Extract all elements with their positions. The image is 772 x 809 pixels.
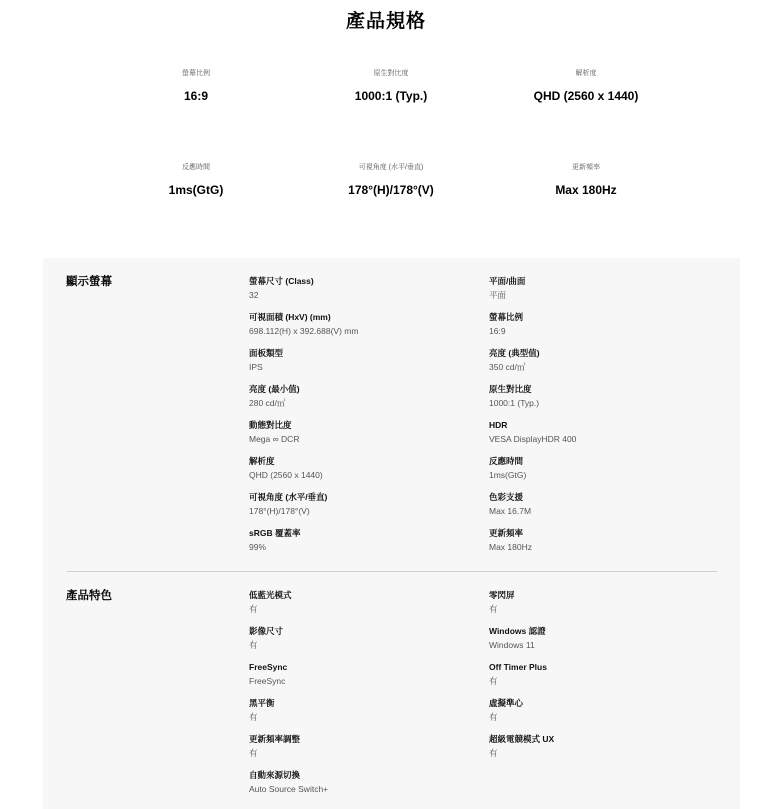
spec-value: 1ms(GtG) — [489, 470, 527, 480]
spec-label: 平面/曲面 — [489, 276, 526, 286]
spec-item — [489, 383, 689, 409]
spec-item — [249, 733, 449, 759]
spec-label: 黑平衡 — [249, 698, 275, 708]
spec-item — [249, 491, 449, 517]
spec-value: 32 — [249, 290, 259, 300]
spec-value: 有 — [249, 748, 258, 758]
spec-value: 有 — [489, 676, 498, 686]
spec-value: 280 cd/㎡ — [249, 398, 286, 408]
spec-label: 反應時間 — [489, 456, 524, 466]
spec-label: 亮度 (最小值) — [249, 384, 300, 394]
spec-value: 平面 — [489, 290, 507, 300]
spec-item — [249, 275, 449, 301]
highlight-value: 178°(H)/178°(V) — [348, 183, 434, 197]
highlight-label: 更新頻率 — [572, 164, 600, 171]
spec-label: 動態對比度 — [249, 420, 292, 430]
spec-item — [489, 491, 689, 517]
spec-label: 超級電競模式 UX — [489, 734, 555, 744]
spec-item — [249, 527, 449, 553]
spec-label: 更新頻率 — [489, 528, 524, 538]
spec-label: 影像尺寸 — [249, 626, 284, 636]
section-title-features: 產品特色 — [66, 590, 112, 602]
spec-value: Max 180Hz — [489, 542, 532, 552]
spec-item — [489, 275, 689, 301]
spec-value: Auto Source Switch+ — [249, 784, 329, 794]
spec-value: 有 — [489, 604, 498, 614]
highlight-value: 1ms(GtG) — [168, 183, 224, 197]
spec-value: 有 — [249, 604, 258, 614]
spec-item — [489, 455, 689, 481]
spec-item — [489, 311, 689, 337]
spec-value: FreeSync — [249, 676, 286, 686]
spec-item — [489, 347, 689, 373]
highlight-label: 反應時間 — [182, 164, 210, 171]
highlight-label: 原生對比度 — [373, 70, 409, 77]
spec-value: Windows 11 — [489, 640, 535, 650]
spec-item — [489, 697, 689, 723]
highlight-label: 解析度 — [575, 70, 597, 77]
spec-label: 亮度 (典型值) — [489, 348, 540, 358]
spec-value: IPS — [249, 362, 263, 372]
spec-value: 698.112(H) x 392.688(V) mm — [249, 326, 359, 336]
section-divider — [67, 571, 717, 572]
spec-label: 可視面積 (HxV) (mm) — [249, 312, 331, 322]
spec-item — [489, 625, 689, 651]
highlight-value: 1000:1 (Typ.) — [354, 89, 428, 103]
spec-label: Windows 認證 — [489, 626, 546, 636]
spec-label: Off Timer Plus — [489, 662, 547, 672]
spec-label: sRGB 覆蓋率 — [249, 528, 301, 538]
spec-value: 有 — [489, 712, 498, 722]
spec-item — [489, 419, 689, 445]
spec-label: 虛擬準心 — [489, 698, 524, 708]
spec-value: 16:9 — [489, 326, 506, 336]
spec-value: Mega ∞ DCR — [249, 434, 300, 444]
highlight-label: 可視角度 (水平/垂直) — [358, 164, 424, 171]
spec-item — [249, 311, 449, 337]
spec-value: Max 16.7M — [489, 506, 532, 516]
spec-panel — [43, 258, 740, 809]
spec-item — [249, 455, 449, 481]
spec-item — [489, 589, 689, 615]
spec-label: 更新頻率調整 — [249, 734, 301, 744]
highlight-value: Max 180Hz — [555, 183, 617, 197]
spec-value: 有 — [249, 712, 258, 722]
spec-value: 有 — [249, 640, 258, 650]
spec-label: HDR — [489, 420, 508, 430]
spec-item — [489, 527, 689, 553]
spec-item — [249, 383, 449, 409]
spec-item — [249, 661, 449, 687]
highlight-label: 螢幕比例 — [182, 70, 210, 77]
section-title-display: 顯示螢幕 — [66, 276, 112, 288]
spec-item — [249, 625, 449, 651]
spec-item — [489, 733, 689, 759]
spec-value: 178°(H)/178°(V) — [249, 506, 310, 516]
spec-label: 零閃屏 — [489, 590, 515, 600]
spec-label: FreeSync — [249, 662, 288, 672]
spec-label: 面板類型 — [249, 348, 284, 358]
spec-label: 螢幕尺寸 (Class) — [249, 276, 314, 286]
spec-item — [249, 589, 449, 615]
spec-label: 自動來源切換 — [249, 770, 301, 780]
page-title: 產品規格 — [345, 11, 426, 32]
spec-item — [249, 769, 449, 795]
spec-value: 有 — [489, 748, 498, 758]
spec-value: QHD (2560 x 1440) — [249, 470, 323, 480]
spec-label: 可視角度 (水平/垂直) — [249, 492, 328, 502]
highlight-resolution — [466, 69, 706, 103]
spec-label: 低藍光模式 — [249, 590, 292, 600]
spec-label: 螢幕比例 — [489, 312, 524, 322]
spec-value: 99% — [249, 542, 267, 552]
spec-label: 解析度 — [249, 456, 275, 466]
highlight-value: 16:9 — [183, 89, 209, 103]
spec-value: VESA DisplayHDR 400 — [489, 434, 577, 444]
spec-label: 原生對比度 — [489, 384, 532, 394]
spec-label: 色彩支援 — [489, 492, 524, 502]
spec-item — [249, 697, 449, 723]
highlight-refresh-rate — [466, 163, 706, 197]
highlight-value: QHD (2560 x 1440) — [533, 89, 639, 103]
spec-value: 350 cd/㎡ — [489, 362, 526, 372]
spec-item — [249, 419, 449, 445]
spec-item — [249, 347, 449, 373]
spec-value: 1000:1 (Typ.) — [489, 398, 540, 408]
spec-item — [489, 661, 689, 687]
